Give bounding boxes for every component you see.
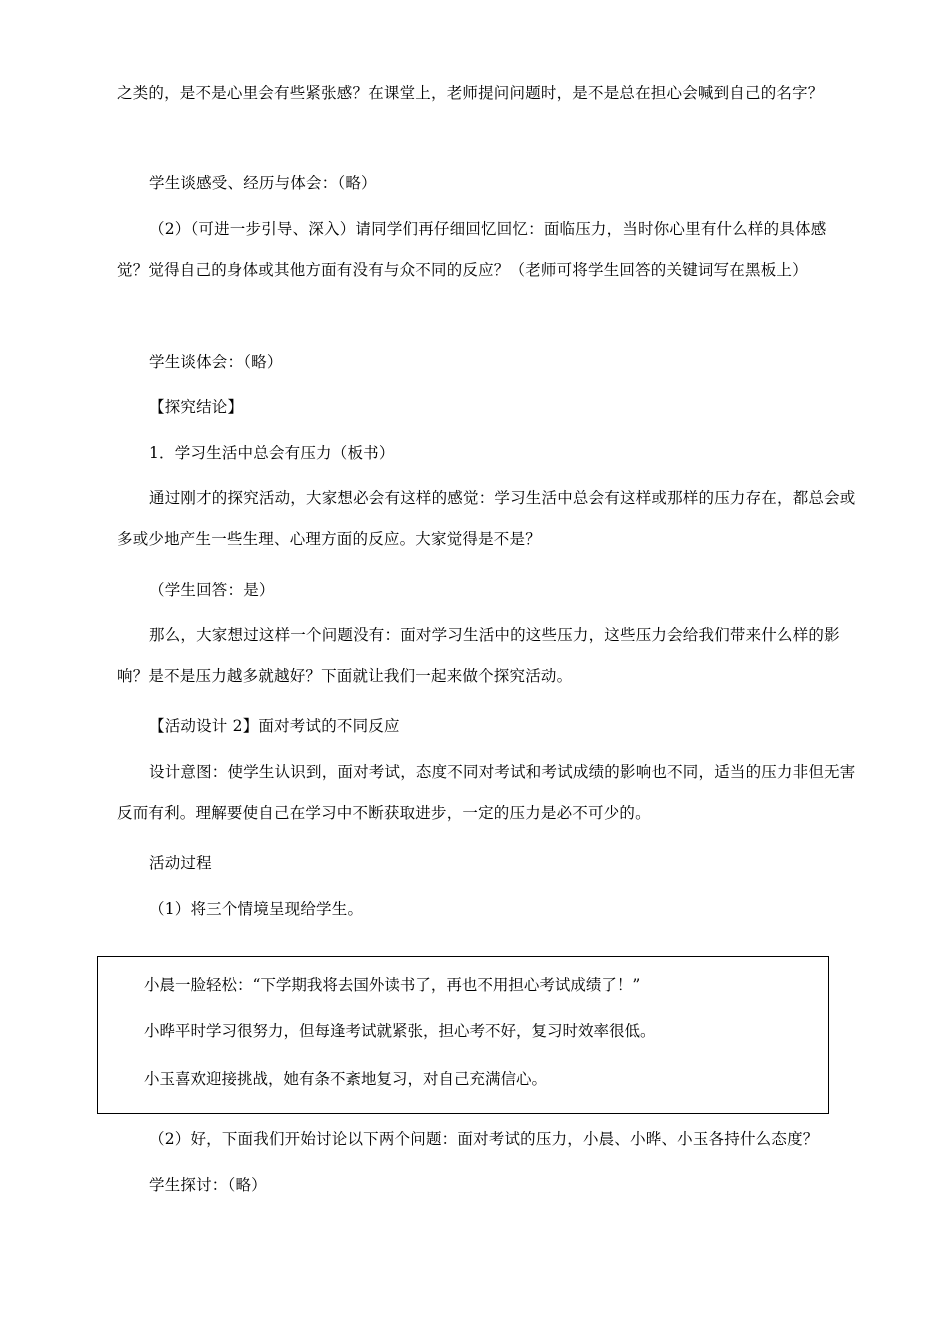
paragraph-inquiry-feeling: 通过刚才的探究活动，大家想必会有这样的感觉：学习生活中总会有这样或那样的压力存在，都总会或多或少地产生一些生理、心理方面的反应。大家觉得是不是？ [117, 489, 856, 548]
paragraph-student-talk: 学生谈体会：（略） [149, 353, 283, 371]
paragraph-student-share: 学生谈感受、经历与体会：（略） [149, 174, 377, 192]
scenario-xiaochen: 小晨一脸轻松：“下学期我将去国外读书了，再也不用担心考试成绩了！” [144, 976, 641, 994]
heading-activity-process: 活动过程 [149, 854, 212, 872]
paragraph-intro-question: 之类的，是不是心里会有些紧张感？在课堂上，老师提问问题时，是不是总在担心会喊到自己的名字？ [117, 84, 824, 102]
paragraph-step-2: （2）好，下面我们开始讨论以下两个问题：面对考试的压力，小晨、小晔、小玉各持什么态度？ [149, 1130, 819, 1148]
paragraph-student-answer: （学生回答：是） [149, 581, 275, 599]
scenario-xiaoye: 小晔平时学习很努力，但每逢考试就紧张，担心考不好，复习时效率很低。 [144, 1022, 656, 1040]
heading-inquiry-conclusion: 【探究结论】 [149, 398, 244, 416]
paragraph-step-1: （1）将三个情境呈现给学生。 [149, 900, 364, 918]
scenario-box [97, 956, 829, 1114]
paragraph-pressure-impact: 那么，大家想过这样一个问题没有：面对学习生活中的这些压力，这些压力会给我们带来什么样的影响？是不是压力越多就越好？下面就让我们一起来做个探究活动。 [117, 626, 840, 685]
paragraph-guided-recall: （2）（可进一步引导、深入）请同学们再仔细回忆回忆：面临压力，当时你心里有什么样的具体感觉？觉得自己的身体或其他方面有没有与众不同的反应？（老师可将学生回答的关键词写在黑板上） [117, 220, 827, 279]
paragraph-design-intent: 设计意图：使学生认识到，面对考试，态度不同对考试和考试成绩的影响也不同，适当的压力非但无害反而有利。理解要使自己在学习中不断获取进步，一定的压力是必不可少的。 [117, 763, 856, 822]
scenario-xiaoyu: 小玉喜欢迎接挑战，她有条不紊地复习，对自己充满信心。 [144, 1070, 548, 1088]
heading-activity-design-2: 【活动设计 2】面对考试的不同反应 [149, 717, 400, 735]
heading-pressure-always: 1．学习生活中总会有压力（板书） [149, 444, 395, 462]
paragraph-student-discuss: 学生探讨：（略） [149, 1176, 267, 1194]
